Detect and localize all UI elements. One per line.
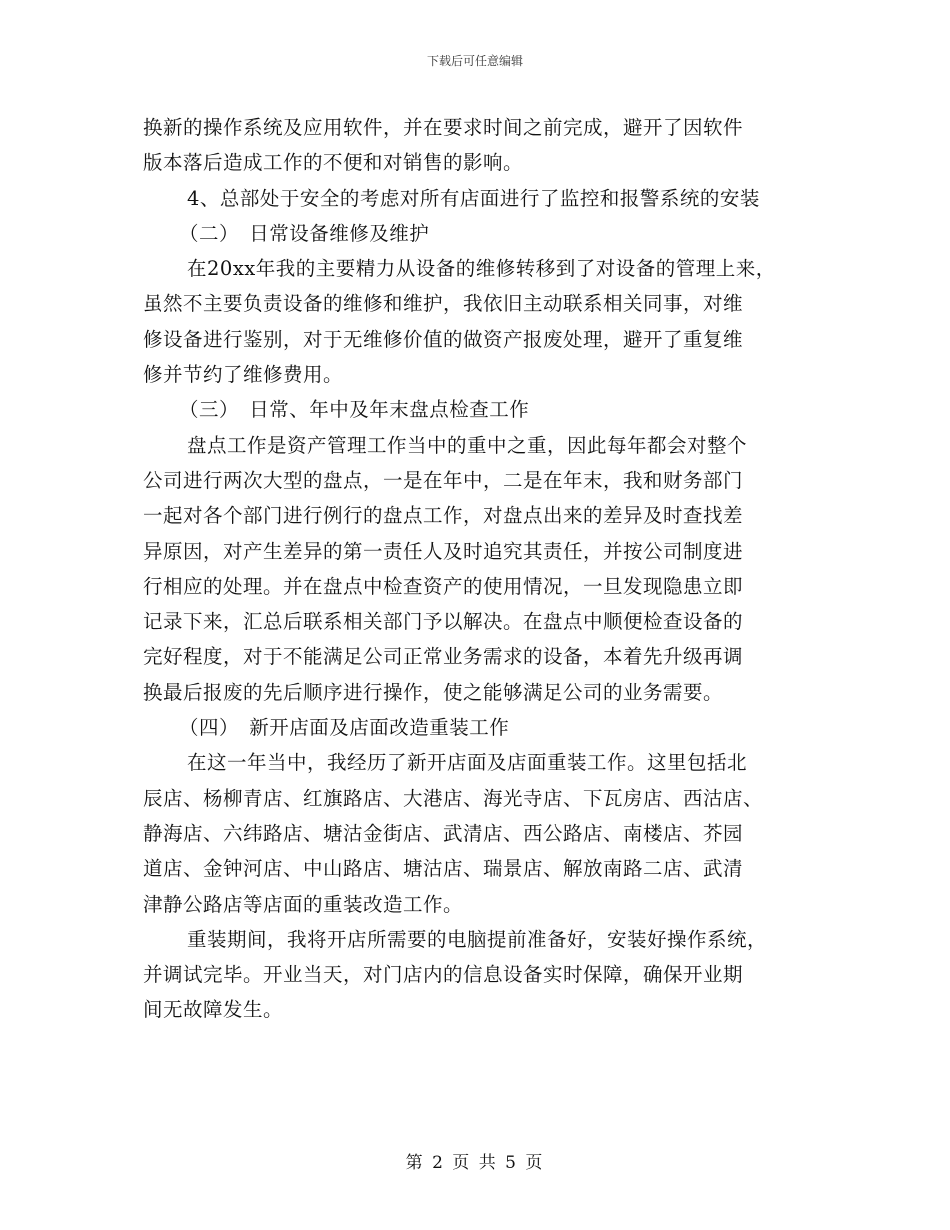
text-line: 津静公路店等店面的重装改造工作。: [143, 892, 464, 916]
text-line: 4、总部处于安全的考虑对所有店面进行了监控和报警系统的安装: [187, 186, 760, 210]
section-heading: （二） 日常设备维修及维护: [179, 221, 430, 245]
text-line: 并调试完毕。开业当天，对门店内的信息设备实时保障，确保开业期: [143, 963, 744, 987]
text-line: 公司进行两次大型的盘点，一是在年中，二是在年末，我和财务部门: [143, 468, 744, 492]
text-line: 在20xx年我的主要精力从设备的维修转移到了对设备的管理上来，: [187, 257, 776, 281]
text-line: 记录下来，汇总后联系相关部门予以解决。在盘点中顺便检查设备的: [143, 610, 744, 634]
text-line: 道店、金钟河店、中山路店、塘沽店、瑞景店、解放南路二店、武清: [143, 857, 744, 881]
text-line: 在这一年当中，我经历了新开店面及店面重装工作。这里包括北: [187, 751, 748, 775]
text-line: 修设备进行鉴别，对于无维修价值的做资产报废处理，避开了重复维: [143, 327, 744, 351]
section-heading: （三） 日常、年中及年末盘点检查工作: [179, 398, 530, 422]
text-line: 行相应的处理。并在盘点中检查资产的使用情况，一旦发现隐患立即: [143, 574, 744, 598]
text-line: 修并节约了维修费用。: [143, 363, 344, 387]
text-line: 静海店、六纬路店、塘沽金街店、武清店、西公路店、南楼店、芥园: [143, 821, 744, 845]
text-line: 重装期间，我将开店所需要的电脑提前准备好，安装好操作系统，: [187, 927, 768, 951]
page-header: 下载后可任意编辑: [426, 54, 523, 68]
text-line: 盘点工作是资产管理工作当中的重中之重，因此每年都会对整个: [187, 433, 748, 457]
page-footer: 第 2 页 共 5 页: [405, 1153, 545, 1173]
text-line: 辰店、杨柳青店、红旗路店、大港店、海光寺店、下瓦房店、西沽店、: [143, 786, 764, 810]
text-line: 异原因，对产生差异的第一责任人及时追究其责任，并按公司制度进: [143, 539, 744, 563]
text-line: 换最后报废的先后顺序进行操作，使之能够满足公司的业务需要。: [143, 680, 724, 704]
text-line: 版本落后造成工作的不便和对销售的影响。: [143, 151, 524, 175]
section-heading: （四） 新开店面及店面改造重装工作: [179, 716, 510, 740]
text-line: 虽然不主要负责设备的维修和维护，我依旧主动联系相关同事，对维: [143, 292, 744, 316]
text-line: 完好程度，对于不能满足公司正常业务需求的设备，本着先升级再调: [143, 645, 744, 669]
text-line: 换新的操作系统及应用软件，并在要求时间之前完成，避开了因软件: [143, 116, 744, 139]
text-line: 一起对各个部门进行例行的盘点工作，对盘点出来的差异及时查找差: [143, 504, 744, 528]
text-line: 间无故障发生。: [143, 998, 284, 1022]
document-body: [143, 110, 813, 1028]
